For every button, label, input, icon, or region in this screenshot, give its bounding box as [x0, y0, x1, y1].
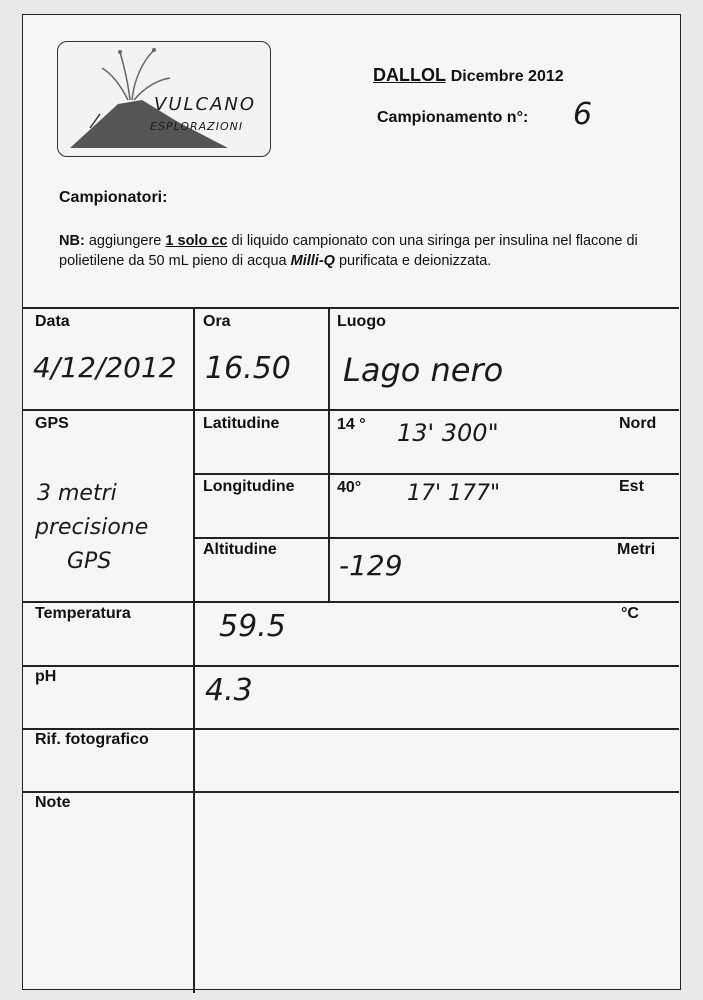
grid-line — [193, 473, 679, 475]
grid-line — [23, 409, 679, 411]
label-temperatura: Temperatura — [35, 605, 131, 622]
nb-text-after: purificata e deionizzata. — [338, 253, 492, 269]
label-ph: pH — [35, 668, 57, 685]
value-gps-note-1: 3 metri — [37, 481, 117, 506]
label-luogo: Luogo — [337, 313, 386, 330]
lon-hand: 17' 177" — [407, 481, 501, 506]
value-data: 4/12/2012 — [33, 351, 177, 384]
label-ora: Ora — [203, 313, 231, 330]
lat-degrees: 14 ° — [337, 416, 366, 433]
lat-direction: Nord — [619, 415, 657, 432]
nb-product: Milli-Q — [290, 253, 335, 269]
label-longitudine: Longitudine — [203, 478, 295, 495]
value-ora: 16.50 — [205, 351, 291, 386]
grid-line — [23, 307, 679, 309]
title-place: DALLOL — [373, 65, 446, 85]
grid-line — [23, 791, 679, 793]
sampling-form — [22, 14, 681, 990]
nb-text-before: aggiungere — [88, 233, 162, 249]
nb-prefix: NB: — [59, 233, 85, 249]
grid-line — [23, 665, 679, 667]
grid-line — [193, 307, 195, 993]
value-temperatura: 59.5 — [219, 609, 286, 644]
nb-text-middle: di liquido campionato con una siringa per insulina nel flacone di polietilene da 50 mL pieno di acqua — [59, 233, 638, 269]
value-ph: 4.3 — [205, 673, 253, 708]
label-rif-fotografico: Rif. fotografico — [35, 731, 149, 748]
grid-line — [23, 728, 679, 730]
grid-line — [193, 537, 679, 539]
value-luogo: Lago nero — [343, 351, 504, 389]
label-latitudine: Latitudine — [203, 415, 280, 432]
lon-degrees: 40° — [337, 479, 362, 496]
lon-direction: Est — [619, 478, 644, 495]
lat-hand: 13' 300" — [397, 419, 499, 447]
label-altitudine: Altitudine — [203, 541, 277, 558]
label-gps: GPS — [35, 415, 69, 432]
alt-unit: Metri — [617, 541, 656, 558]
form-title — [373, 65, 564, 86]
logo — [57, 41, 271, 157]
sampling-number-value: 6 — [573, 97, 593, 132]
value-gps-note-2: precisione — [35, 515, 149, 540]
logo-text-esplorazioni: ESPLORAZIONI — [150, 120, 244, 133]
note-nb — [59, 231, 659, 271]
sampling-number-label: Campionamento n°: — [377, 109, 529, 126]
label-data: Data — [35, 313, 70, 330]
label-note: Note — [35, 794, 71, 811]
grid-line — [328, 307, 330, 601]
value-gps-note-3: GPS — [67, 549, 112, 574]
alt-hand: -129 — [339, 549, 403, 582]
grid-line — [23, 601, 679, 603]
logo-text-vulcano: VULCANO — [154, 94, 257, 115]
title-date: Dicembre 2012 — [450, 68, 564, 85]
nb-emphasis: 1 solo cc — [165, 233, 228, 249]
samplers-label: Campionatori: — [59, 189, 168, 206]
temp-unit: °C — [621, 605, 639, 622]
